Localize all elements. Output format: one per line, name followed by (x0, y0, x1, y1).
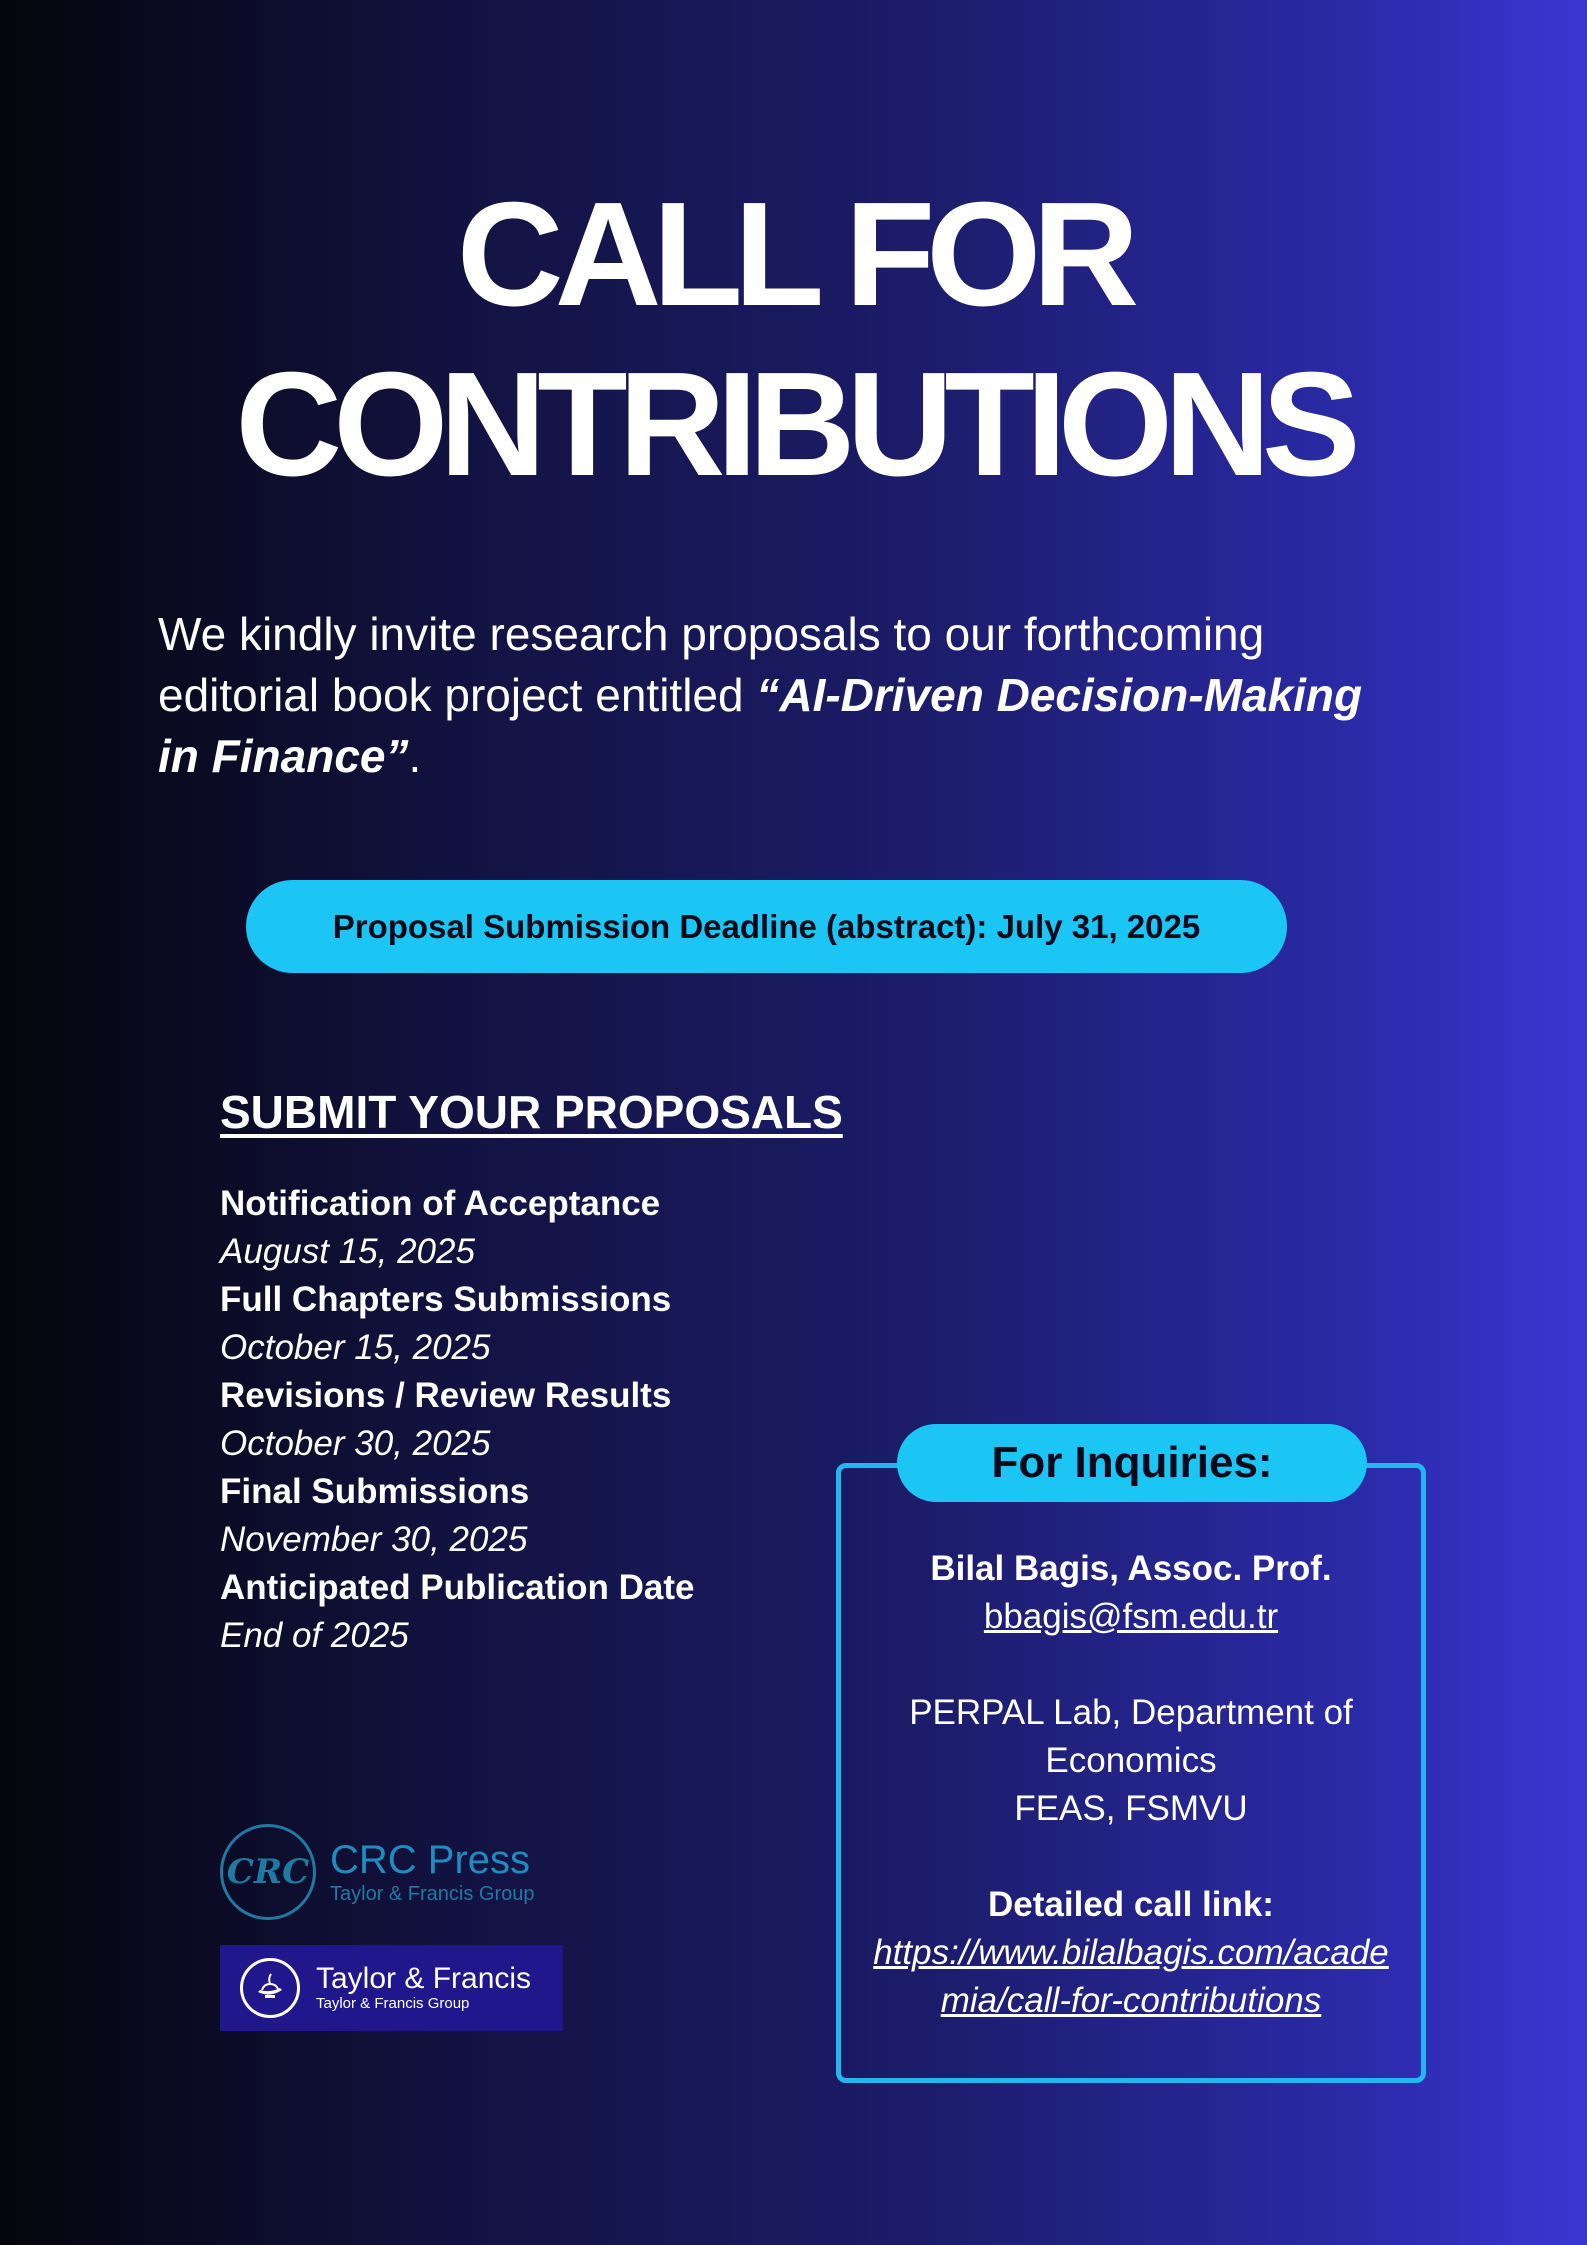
book-title: “AI-Driven Decision-Making in Finance” (158, 669, 1363, 782)
intro-end: . (408, 730, 422, 782)
spacer (841, 1833, 1421, 1881)
affiliation-line-2: FEAS, FSMVU (1014, 1789, 1248, 1828)
taylor-francis-logo (220, 1945, 563, 2031)
schedule-date: October 15, 2025 (220, 1328, 491, 1367)
inquiry-heading: For Inquiries: (897, 1424, 1367, 1502)
tf-logo-text (316, 1963, 531, 2013)
schedule-label: Revisions / Review Results (220, 1376, 672, 1415)
schedule-list (220, 1180, 920, 1660)
schedule-label: Final Submissions (220, 1472, 530, 1511)
schedule-date: October 30, 2025 (220, 1424, 491, 1463)
tf-group: Taylor & Francis Group (316, 1995, 470, 2012)
schedule-item (220, 1372, 920, 1468)
title-line-1: CALL FOR (456, 172, 1131, 337)
deadline-text: Proposal Submission Deadline (abstract): July 31, 2025 (332, 907, 1201, 945)
crc-press-logo (220, 1822, 570, 1922)
title-line-2: CONTRIBUTIONS (235, 342, 1352, 507)
schedule-label: Full Chapters Submissions (220, 1280, 672, 1319)
schedule-date: End of 2025 (220, 1616, 409, 1655)
schedule-item (220, 1180, 920, 1276)
submit-heading: SUBMIT YOUR PROPOSALS (220, 1086, 843, 1138)
call-link[interactable]: https://www.bilalbagis.com/academia/call-for-contributions (873, 1933, 1389, 2020)
call-link-label: Detailed call link: (988, 1885, 1274, 1924)
affiliation-line-1: PERPAL Lab, Department of Economics (909, 1693, 1353, 1780)
contact-name: Bilal Bagis, Assoc. Prof. (930, 1549, 1332, 1588)
contact-email-link[interactable]: bbagis@fsm.edu.tr (983, 1597, 1279, 1636)
schedule-date: August 15, 2025 (220, 1232, 475, 1271)
crc-logo-text (330, 1838, 535, 1906)
crc-logo-icon: CRC (220, 1824, 316, 1920)
spacer (841, 1641, 1421, 1689)
crc-group: Taylor & Francis Group (330, 1883, 535, 1905)
schedule-item (220, 1564, 920, 1660)
crc-name: CRC Press (330, 1838, 531, 1882)
deadline-banner (246, 880, 1287, 973)
intro-text: We kindly invite research proposals to our forthcoming editorial book project entitled (158, 608, 1265, 721)
tf-name: Taylor & Francis (316, 1962, 532, 1995)
schedule-label: Anticipated Publication Date (220, 1568, 695, 1607)
schedule-date: November 30, 2025 (220, 1520, 528, 1559)
schedule-item (220, 1468, 920, 1564)
lamp-icon (240, 1958, 300, 2018)
intro-paragraph (158, 604, 1408, 787)
inquiry-content (841, 1545, 1421, 2025)
schedule-label: Notification of Acceptance (220, 1184, 661, 1223)
page-title (0, 170, 1587, 510)
schedule-item (220, 1276, 920, 1372)
